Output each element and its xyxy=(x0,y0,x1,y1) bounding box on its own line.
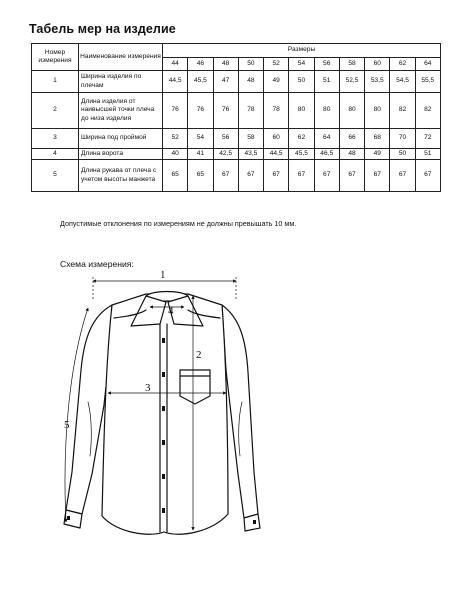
shirt-body xyxy=(102,294,228,534)
measurement-value-cell: 49 xyxy=(365,149,390,160)
measurement-value-cell: 80 xyxy=(289,93,314,129)
measurement-value-cell: 41 xyxy=(188,149,213,160)
measurement-name-cell: Ширина под проймой xyxy=(79,129,163,149)
size-header-cell: 46 xyxy=(188,58,213,71)
measurement-value-cell: 51 xyxy=(314,71,339,93)
measurement-value-cell: 80 xyxy=(339,93,364,129)
measurement-value-cell: 68 xyxy=(365,129,390,149)
measurement-value-cell: 46,5 xyxy=(314,149,339,160)
measurement-value-cell: 67 xyxy=(314,160,339,192)
size-header-cell: 50 xyxy=(238,58,263,71)
measurement-number-cell: 2 xyxy=(32,93,79,129)
measurement-name-cell: Длина рукава от плеча с учетом высоты манжета xyxy=(79,160,163,192)
tolerance-note: Допустимые отклонения по измерениям не должны превышать 10 мм. xyxy=(60,219,297,228)
measurement-value-cell: 67 xyxy=(390,160,415,192)
measurement-value-cell: 50 xyxy=(289,71,314,93)
measurement-number-cell: 3 xyxy=(32,129,79,149)
size-header-cell: 56 xyxy=(314,58,339,71)
shirt-illustration xyxy=(64,292,260,535)
measurement-value-cell: 44,5 xyxy=(264,149,289,160)
measurement-value-cell: 49 xyxy=(264,71,289,93)
measurement-value-cell: 76 xyxy=(188,93,213,129)
measurement-number-cell: 1 xyxy=(32,71,79,93)
measurement-value-cell: 64 xyxy=(314,129,339,149)
measurement-value-cell: 40 xyxy=(163,149,188,160)
marker-2: 2 xyxy=(196,349,202,361)
measurement-number-cell: 4 xyxy=(32,149,79,160)
measurement-value-cell: 45,5 xyxy=(289,149,314,160)
measurement-name-cell: Длина ворота xyxy=(79,149,163,160)
measurement-value-cell: 50 xyxy=(390,149,415,160)
measurement-value-cell: 67 xyxy=(213,160,238,192)
measurement-value-cell: 54,5 xyxy=(390,71,415,93)
size-header-cell: 60 xyxy=(365,58,390,71)
measurement-value-cell: 78 xyxy=(264,93,289,129)
measurement-name-cell: Ширина изделия по плечам xyxy=(79,71,163,93)
size-header-cell: 54 xyxy=(289,58,314,71)
size-header-cell: 62 xyxy=(390,58,415,71)
measurement-value-cell: 82 xyxy=(390,93,415,129)
measurement-value-cell: 52,5 xyxy=(339,71,364,93)
marker-1: 1 xyxy=(160,269,166,281)
measurement-value-cell: 52 xyxy=(163,129,188,149)
measurement-value-cell: 53,5 xyxy=(365,71,390,93)
measurement-name-cell: Длина изделия от наивысшей точки плеча до низа изделия xyxy=(79,93,163,129)
measurement-value-cell: 67 xyxy=(339,160,364,192)
marker-3: 3 xyxy=(145,382,151,394)
measurement-value-cell: 65 xyxy=(163,160,188,192)
measurement-value-cell: 60 xyxy=(264,129,289,149)
measurement-value-cell: 62 xyxy=(289,129,314,149)
measurement-value-cell: 70 xyxy=(390,129,415,149)
size-header-cell: 44 xyxy=(163,58,188,71)
chest-pocket xyxy=(180,370,210,404)
measurement-value-cell: 51 xyxy=(415,149,440,160)
measurement-value-cell: 47 xyxy=(213,71,238,93)
measurement-value-cell: 80 xyxy=(365,93,390,129)
size-header-cell: 58 xyxy=(339,58,364,71)
measurement-value-cell: 80 xyxy=(314,93,339,129)
measurement-value-cell: 67 xyxy=(289,160,314,192)
measurement-value-cell: 78 xyxy=(238,93,263,129)
marker-5: 5 xyxy=(64,419,70,431)
measurement-value-cell: 67 xyxy=(415,160,440,192)
measurement-value-cell: 48 xyxy=(238,71,263,93)
header-sizes: Размеры xyxy=(163,44,441,58)
measurement-value-cell: 65 xyxy=(188,160,213,192)
measurement-value-cell: 76 xyxy=(163,93,188,129)
measurement-value-cell: 48 xyxy=(339,149,364,160)
measurement-value-cell: 55,5 xyxy=(415,71,440,93)
measurement-value-cell: 42,5 xyxy=(213,149,238,160)
header-number: Номер измерения xyxy=(32,44,79,71)
measurement-value-cell: 76 xyxy=(213,93,238,129)
measurement-value-cell: 58 xyxy=(238,129,263,149)
measurement-value-cell: 56 xyxy=(213,129,238,149)
measurement-value-cell: 43,5 xyxy=(238,149,263,160)
scheme-label: Схема измерения: xyxy=(60,259,134,269)
measurement-value-cell: 67 xyxy=(238,160,263,192)
size-header-cell: 52 xyxy=(264,58,289,71)
page-title: Табель мер на изделие xyxy=(29,22,176,36)
header-name: Наименование измерения xyxy=(79,44,163,71)
measurement-value-cell: 67 xyxy=(365,160,390,192)
measurement-value-cell: 45,5 xyxy=(188,71,213,93)
measurement-value-cell: 66 xyxy=(339,129,364,149)
marker-4: 4 xyxy=(168,305,174,317)
measurement-number-cell: 5 xyxy=(32,160,79,192)
measurement-value-cell: 44,5 xyxy=(163,71,188,93)
size-header-cell: 48 xyxy=(213,58,238,71)
measurement-value-cell: 54 xyxy=(188,129,213,149)
measurement-value-cell: 72 xyxy=(415,129,440,149)
size-header-cell: 64 xyxy=(415,58,440,71)
measurement-value-cell: 82 xyxy=(415,93,440,129)
measurement-value-cell: 67 xyxy=(264,160,289,192)
